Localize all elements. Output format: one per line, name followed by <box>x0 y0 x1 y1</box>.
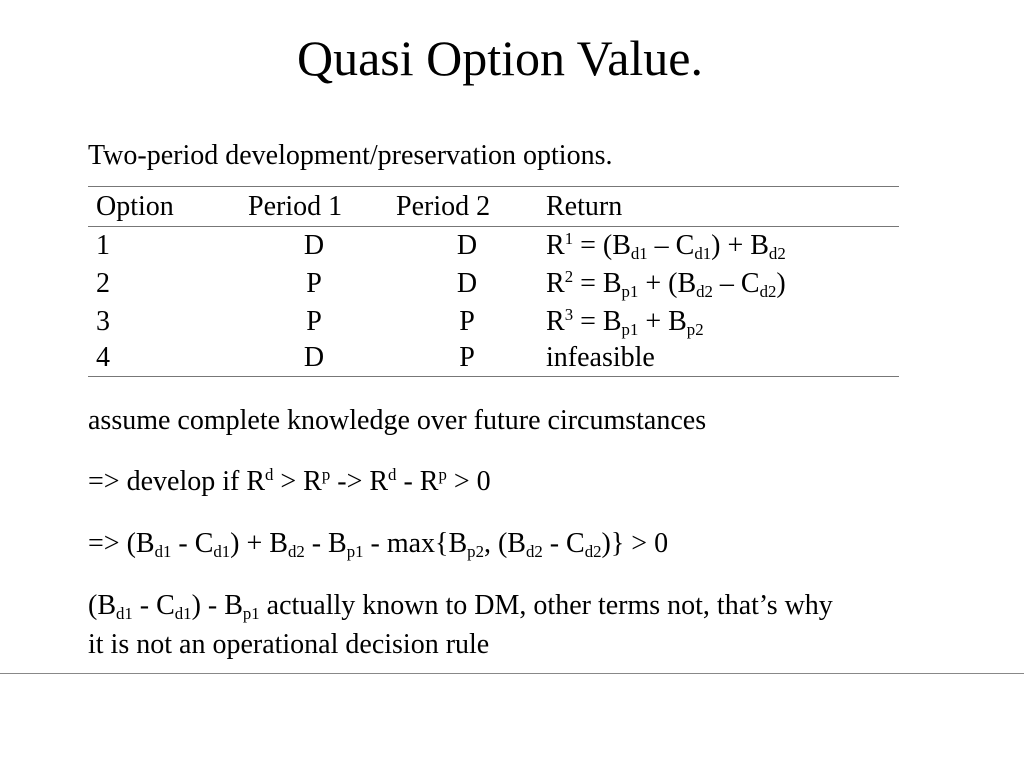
subscript: d2 <box>287 542 305 562</box>
text-segment: )} > 0 <box>601 528 669 559</box>
subscript: p1 <box>621 319 639 339</box>
subscript: p1 <box>346 542 364 562</box>
text-segment: R <box>546 267 565 299</box>
cell-period-2: P <box>459 342 475 374</box>
text-segment: , (B <box>483 528 526 559</box>
cell-period-1: D <box>303 342 325 374</box>
slide-title: Quasi Option Value. <box>297 30 703 86</box>
text-segment: - max{B <box>363 528 468 559</box>
table-header-row <box>88 187 899 227</box>
text-segment: actually known to DM, other terms not, that’s why <box>259 590 833 621</box>
cell-period-1: P <box>306 267 322 299</box>
text-segment: ) - B <box>191 590 243 621</box>
supscript: p <box>438 464 447 484</box>
cell-option: 1 <box>96 229 110 261</box>
subscript: d2 <box>696 281 713 301</box>
text-segment: + B <box>638 305 687 337</box>
subscript: d1 <box>116 604 133 624</box>
header-return: Return <box>546 190 623 222</box>
text-segment: = B <box>573 267 622 299</box>
subscript: p2 <box>467 542 484 562</box>
conclusion-line <box>88 626 489 664</box>
text-segment: > 0 <box>446 466 491 497</box>
text-segment: ) + B <box>711 229 769 261</box>
assumption-line <box>88 402 706 440</box>
text-segment: - C <box>132 590 175 621</box>
subscript: d1 <box>174 604 192 624</box>
supscript: d <box>265 464 274 484</box>
intro-text: Two-period development/preservation options. <box>88 140 613 171</box>
text-segment: R <box>546 305 565 337</box>
text-segment: = B <box>573 305 622 337</box>
table-row <box>88 265 899 303</box>
text-segment: - C <box>171 528 214 559</box>
supscript: 1 <box>564 228 574 248</box>
known-terms-line <box>88 587 833 625</box>
text-segment: => develop if R <box>88 466 265 497</box>
subscript: d1 <box>213 542 231 562</box>
cell-option: 4 <box>96 342 110 374</box>
supscript: p <box>321 464 331 484</box>
supscript: d <box>388 464 397 484</box>
cell-period-1: D <box>303 229 325 261</box>
subscript: d1 <box>630 243 648 263</box>
header-period-2: Period 2 <box>396 190 491 222</box>
cell-return <box>546 265 899 303</box>
subscript: d2 <box>525 542 543 562</box>
supscript: 3 <box>564 304 574 324</box>
text-segment: it is not an operational decision rule <box>88 629 490 660</box>
cell-return <box>546 341 899 377</box>
subscript: p2 <box>686 319 704 339</box>
text-segment: + (B <box>638 267 697 299</box>
text-segment: R <box>546 229 565 261</box>
cell-option: 3 <box>96 305 110 337</box>
text-segment: – C <box>647 229 695 261</box>
header-option: Option <box>96 190 174 222</box>
text-segment: ) <box>776 267 786 299</box>
bottom-divider <box>0 673 1024 674</box>
text-segment: assume complete knowledge over future circumstances <box>88 405 707 436</box>
text-segment: infeasible <box>546 342 655 374</box>
expanded-rule-line <box>88 525 668 563</box>
text-segment: -> R <box>330 466 389 497</box>
subscript: p1 <box>242 604 260 624</box>
text-segment: – C <box>712 267 760 299</box>
subscript: p1 <box>621 281 639 301</box>
subscript: d2 <box>584 542 602 562</box>
cell-period-2: D <box>456 267 478 299</box>
header-period-1: Period 1 <box>248 190 343 222</box>
text-segment: > R <box>273 466 322 497</box>
text-segment: (B <box>88 590 116 621</box>
cell-period-2: P <box>459 305 475 337</box>
options-table <box>88 186 899 377</box>
cell-return <box>546 227 899 265</box>
text-segment: => (B <box>88 528 155 559</box>
text-segment: - C <box>542 528 585 559</box>
subscript: d1 <box>154 542 172 562</box>
text-segment: - B <box>304 528 347 559</box>
text-segment: ) + B <box>230 528 288 559</box>
table-row <box>88 227 899 265</box>
table-row <box>88 341 899 377</box>
cell-period-2: D <box>456 229 478 261</box>
subscript: d1 <box>694 243 712 263</box>
subscript: d2 <box>759 281 777 301</box>
cell-period-1: P <box>306 305 322 337</box>
supscript: 2 <box>564 266 574 286</box>
cell-return <box>546 303 899 341</box>
text-segment: - R <box>396 466 439 497</box>
develop-rule-line <box>88 463 491 501</box>
table-row <box>88 303 899 341</box>
text-segment: = (B <box>573 229 631 261</box>
cell-option: 2 <box>96 267 110 299</box>
subscript: d2 <box>768 243 786 263</box>
